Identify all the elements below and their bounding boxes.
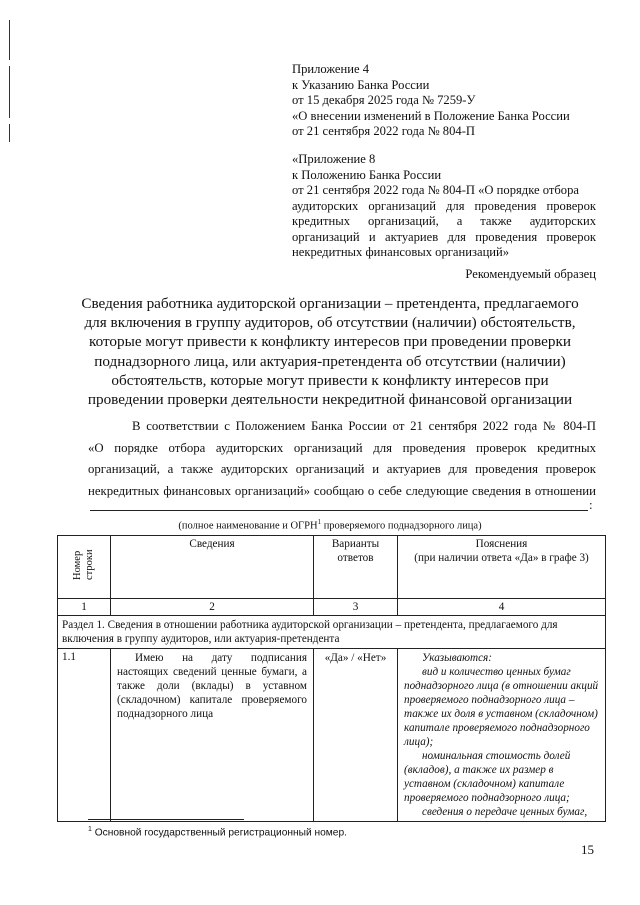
- section-1-heading: Раздел 1. Сведения в отношении работника аудиторской организации – претендента, предлагаемого для включения в группу аудиторов, или актуария-претендента: [58, 616, 606, 649]
- header-info: Сведения: [111, 536, 314, 599]
- appendix8-line: организаций и актуариев для проведения проверок: [292, 229, 596, 244]
- table-row: [58, 649, 606, 822]
- header-notes-line: Пояснения: [475, 538, 528, 550]
- page-number: 15: [581, 842, 594, 857]
- header-notes: [398, 536, 606, 599]
- body-line: «О порядке отбора аудиторских организаций для проведения проверок кредитных: [88, 440, 596, 455]
- appendix8-line: от 21 сентября 2022 года № 804-П «О порядке отбора: [292, 183, 579, 197]
- caption-text: проверяемого поднадзорного лица): [321, 520, 482, 532]
- appendix-line: Приложение 4: [292, 62, 370, 76]
- title-line: проведении проверки деятельности некредитной финансовой организации: [87, 391, 573, 409]
- row-info: Имею на дату подписания настоящих сведений ценные бумаги, а также доли (вклады) в уставном (складочном) капитале проверяемого поднадзорного лица: [111, 649, 314, 822]
- column-number: 1: [58, 599, 111, 616]
- column-number: 4: [398, 599, 606, 616]
- header-row-number: Номер строки: [58, 536, 111, 599]
- footnote-separator: [88, 819, 244, 820]
- appendix8-line: к Положению Банка России: [292, 167, 442, 182]
- notes-paragraph: Указываются:: [422, 652, 492, 664]
- footnote: [88, 826, 347, 838]
- table-header-row: [58, 536, 606, 599]
- appendix8-line: кредитных организаций, а также аудиторских: [292, 214, 596, 228]
- appendix8-reference-block: [292, 152, 596, 261]
- title-line: поднадзорного лица, или актуария-претендента об отсутствии (наличии): [94, 352, 566, 370]
- row-answers: «Да» / «Нет»: [314, 649, 398, 822]
- fill-line-caption: [60, 518, 600, 532]
- footnote-mark: 1: [88, 826, 92, 833]
- appendix-line: «О внесении изменений в Положение Банка России: [292, 108, 570, 123]
- appendix8-line: аудиторских организаций для проведения проверок: [292, 198, 596, 213]
- title-line: для включения в группу аудиторов, об отсутствии (наличии) обстоятельств,: [84, 314, 576, 332]
- appendix8-line: «Приложение 8: [292, 152, 376, 166]
- body-line: некредитных финансовых организаций» сообщаю о себе следующие сведения в отношении: [88, 483, 596, 498]
- caption-text: (полное наименование и ОГРН: [178, 520, 318, 532]
- conflict-of-interest-table: [57, 535, 606, 822]
- body-line: В соответствии с Положением Банка России от 21 сентября 2022 года № 804-П: [132, 419, 596, 433]
- appendix-line: от 15 декабря 2025 года № 7259-У: [292, 93, 476, 107]
- margin-mark: [9, 66, 10, 118]
- column-number: 2: [111, 599, 314, 616]
- body-paragraph: [88, 416, 596, 502]
- appendix-line: от 21 сентября 2022 года № 804-П: [292, 124, 475, 138]
- margin-mark: [9, 20, 10, 60]
- title-line: которые могут привести к конфликту интересов при проведении проверки: [89, 333, 571, 351]
- recommended-sample-label: Рекомендуемый образец: [465, 267, 596, 281]
- footnote-text: Основной государственный регистрационный номер.: [91, 827, 347, 839]
- row-notes: [398, 649, 606, 822]
- appendix-reference-block: [292, 62, 598, 140]
- notes-paragraph: сведения о передаче ценных бумаг,: [422, 806, 588, 818]
- section-row: [58, 616, 606, 649]
- header-answers: Варианты ответов: [314, 536, 398, 599]
- appendix-line: к Указанию Банка России: [292, 77, 430, 92]
- appendix8-line: некредитных финансовых организаций»: [292, 245, 510, 259]
- margin-mark: [9, 124, 10, 142]
- header-notes-line: (при наличии ответа «Да» в графе 3): [414, 552, 589, 564]
- notes-paragraph: номинальная стоимость долей (вкладов), а также их размер в уставном (складочном) капитале проверяемого поднадзорного лица;: [404, 750, 571, 804]
- title-line: обстоятельств, которые могут привести к конфликту интересов при: [111, 371, 549, 389]
- notes-paragraph: вид и количество ценных бумаг поднадзорного лица (в отношении акций проверяемого поднадзорного лица – также их доля в уставном (складочном) капитале проверяемого поднадзорного лица);: [404, 666, 599, 748]
- column-number-row: [58, 599, 606, 616]
- blank-fill-line: [90, 510, 588, 511]
- row-number: 1.1: [58, 649, 111, 822]
- fill-line-colon: :: [589, 497, 593, 512]
- footnote-ref: 1: [317, 518, 322, 526]
- body-line: организаций, а также аудиторских организаций и актуариев для проведения проверок: [88, 462, 596, 476]
- document-title: [60, 294, 600, 409]
- title-line: Сведения работника аудиторской организации – претендента, предлагаемого: [81, 295, 579, 312]
- column-number: 3: [314, 599, 398, 616]
